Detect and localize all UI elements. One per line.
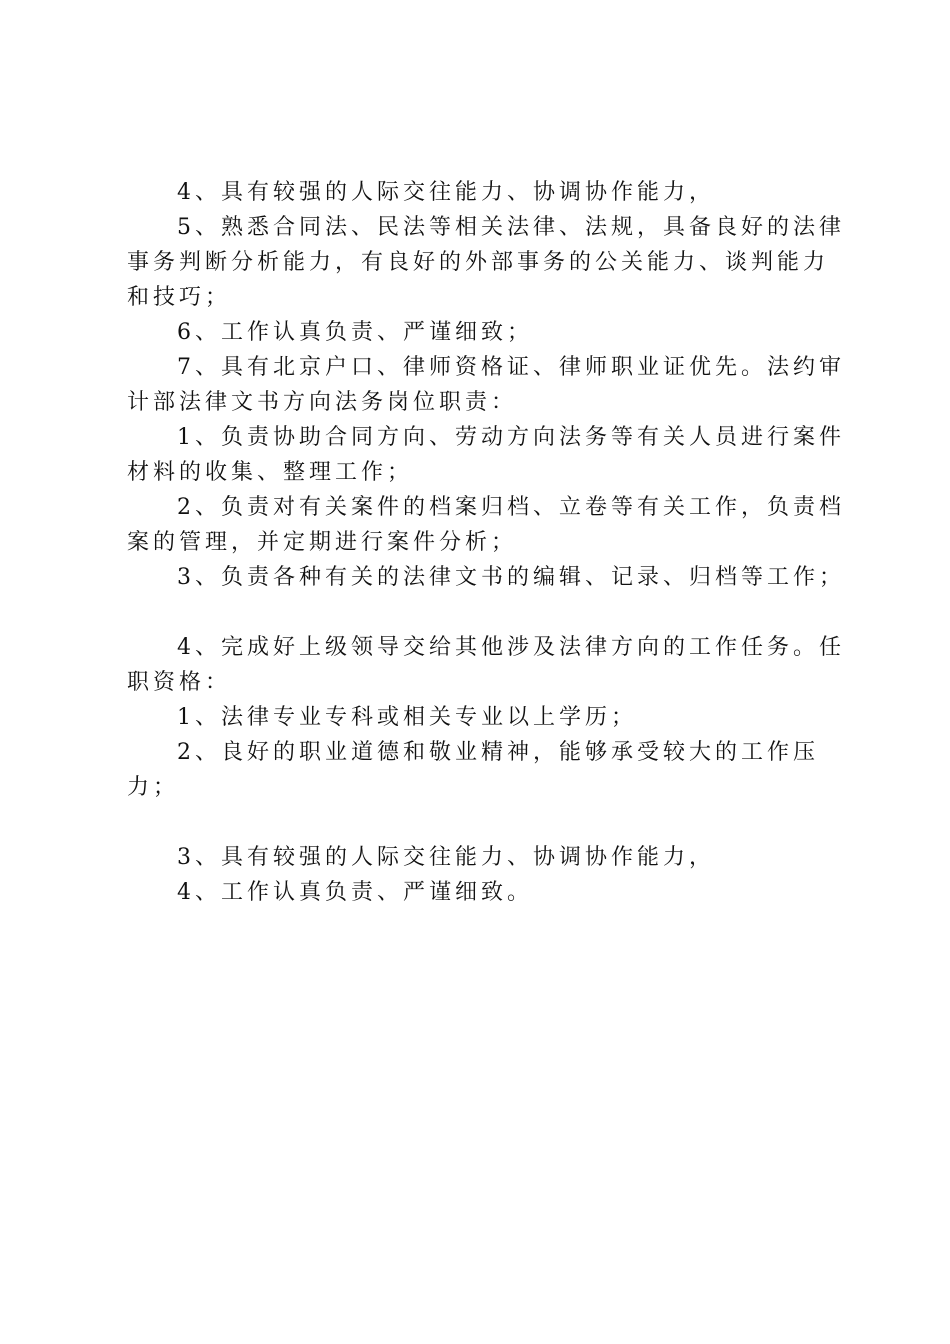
paragraph-6: 2、负责对有关案件的档案归档、立卷等有关工作，负责档案的管理，并定期进行案件分析； (127, 495, 845, 555)
blank-line (127, 805, 847, 840)
paragraph-12: 4、工作认真负责、严谨细致。 (177, 880, 533, 905)
paragraph-4: 7、具有北京户口、律师资格证、律师职业证优先。法约审计部法律文书方向法务岗位职责： (127, 355, 845, 415)
paragraph-11: 3、具有较强的人际交往能力、协调协作能力， (177, 845, 715, 870)
paragraph-8: 4、完成好上级领导交给其他涉及法律方向的工作任务。任职资格： (127, 635, 845, 695)
paragraph-1: 4、具有较强的人际交往能力、协调协作能力， (177, 180, 715, 205)
paragraph-7: 3、负责各种有关的法律文书的编辑、记录、归档等工作； (177, 565, 845, 590)
paragraph-2: 5、熟悉合同法、民法等相关法律、法规，具备良好的法律事务判断分析能力，有良好的外部事务的公关能力、谈判能力和技巧； (127, 215, 845, 310)
document-body (127, 175, 847, 910)
blank-line (127, 595, 847, 630)
paragraph-10: 2、良好的职业道德和敬业精神，能够承受较大的工作压力； (127, 740, 819, 800)
paragraph-3: 6、工作认真负责、严谨细致； (177, 320, 533, 345)
paragraph-5: 1、负责协助合同方向、劳动方向法务等有关人员进行案件材料的收集、整理工作； (127, 425, 845, 485)
paragraph-9: 1、法律专业专科或相关专业以上学历； (177, 705, 637, 730)
